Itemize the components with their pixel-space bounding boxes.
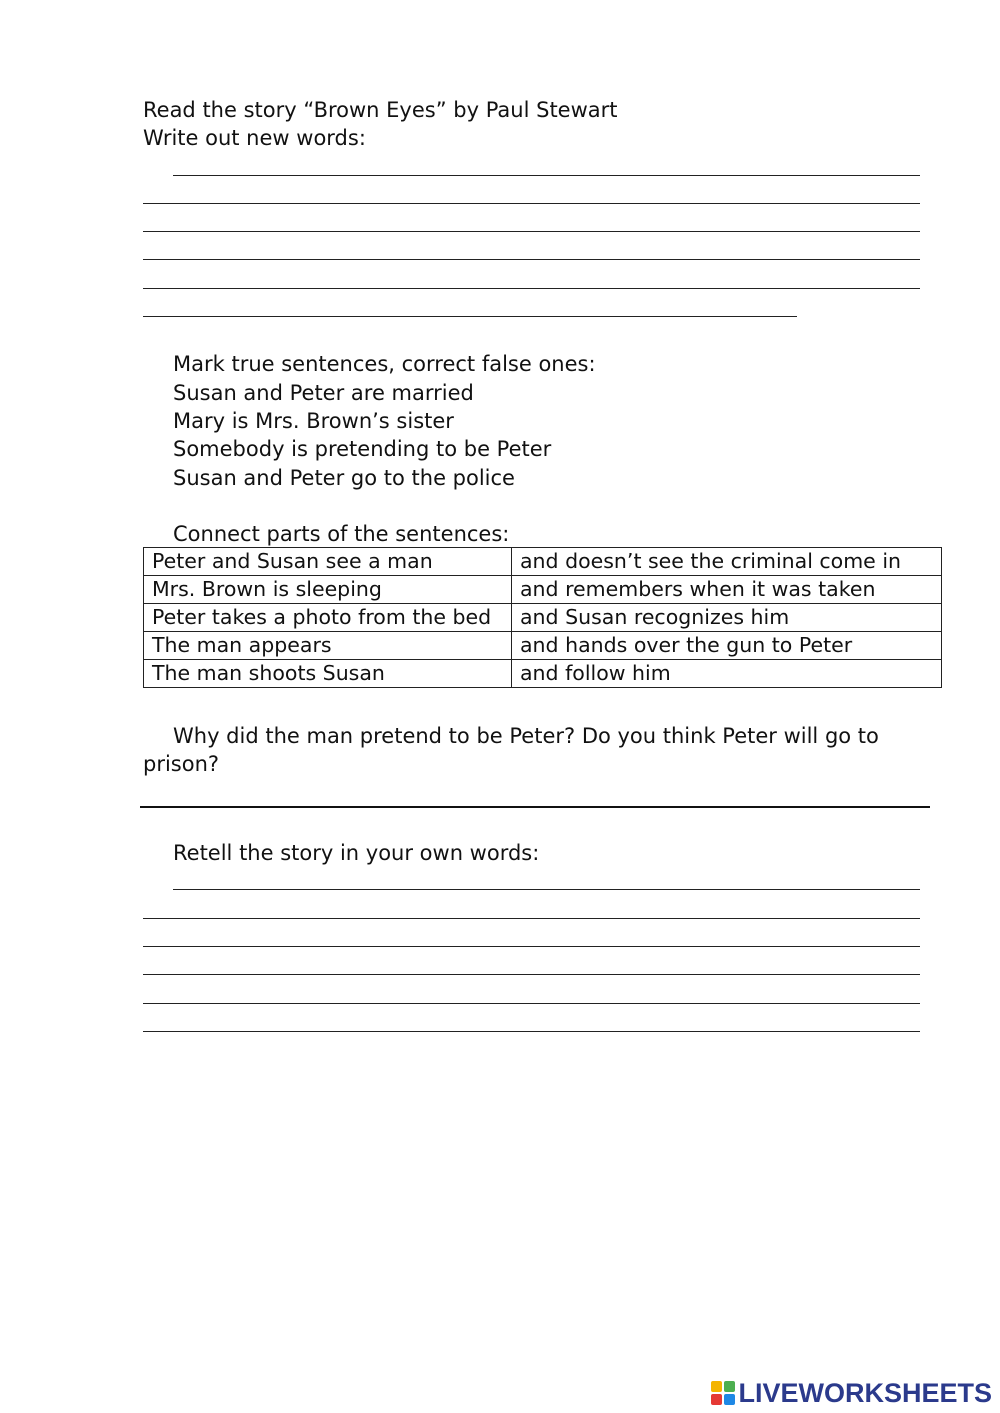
sentence-start-cell[interactable]: Peter takes a photo from the bed — [144, 604, 512, 632]
writing-line — [143, 974, 920, 975]
connect-instruction: Connect parts of the sentences: — [173, 522, 510, 546]
new-words-prompt: Write out new words: — [143, 126, 366, 150]
retell-instruction: Retell the story in your own words: — [173, 841, 540, 865]
writing-line — [143, 1031, 920, 1032]
writing-line — [173, 175, 920, 176]
logo-grid-icon — [711, 1381, 735, 1405]
liveworksheets-logo — [711, 1377, 992, 1409]
writing-line — [173, 889, 920, 890]
true-false-sentence[interactable]: Somebody is pretending to be Peter — [173, 437, 552, 461]
writing-line — [143, 203, 920, 204]
table-row — [144, 548, 942, 576]
writing-line — [143, 946, 920, 947]
connect-sentences-table — [143, 547, 942, 688]
sentence-end-cell[interactable]: and hands over the gun to Peter — [512, 632, 942, 660]
sentence-start-cell[interactable]: The man shoots Susan — [144, 660, 512, 688]
worksheet-title: Read the story “Brown Eyes” by Paul Stewart — [143, 98, 618, 122]
sentence-start-cell[interactable]: Peter and Susan see a man — [144, 548, 512, 576]
sentence-start-cell[interactable]: Mrs. Brown is sleeping — [144, 576, 512, 604]
question-line-2: prison? — [143, 752, 220, 776]
writing-line — [143, 316, 797, 317]
sentence-end-cell[interactable]: and Susan recognizes him — [512, 604, 942, 632]
true-false-sentence[interactable]: Susan and Peter are married — [173, 381, 474, 405]
sentence-end-cell[interactable]: and remembers when it was taken — [512, 576, 942, 604]
table-row — [144, 660, 942, 688]
logo-square — [711, 1394, 722, 1405]
question-line-1: Why did the man pretend to be Peter? Do you think Peter will go to — [173, 724, 879, 748]
table-row — [144, 576, 942, 604]
true-false-sentence[interactable]: Mary is Mrs. Brown’s sister — [173, 409, 454, 433]
writing-line — [143, 288, 920, 289]
sentence-end-cell[interactable]: and follow him — [512, 660, 942, 688]
logo-square — [711, 1381, 722, 1392]
writing-line — [143, 1003, 920, 1004]
true-false-instruction: Mark true sentences, correct false ones: — [173, 352, 596, 376]
logo-square — [724, 1394, 735, 1405]
logo-square — [724, 1381, 735, 1392]
true-false-sentence[interactable]: Susan and Peter go to the police — [173, 466, 515, 490]
table-row — [144, 632, 942, 660]
sentence-end-cell[interactable]: and doesn’t see the criminal come in — [512, 548, 942, 576]
writing-line — [143, 231, 920, 232]
writing-line — [143, 259, 920, 260]
answer-input-line[interactable] — [140, 806, 930, 808]
table-row — [144, 604, 942, 632]
sentence-start-cell[interactable]: The man appears — [144, 632, 512, 660]
writing-line — [143, 918, 920, 919]
logo-text: LIVEWORKSHEETS — [738, 1377, 992, 1408]
